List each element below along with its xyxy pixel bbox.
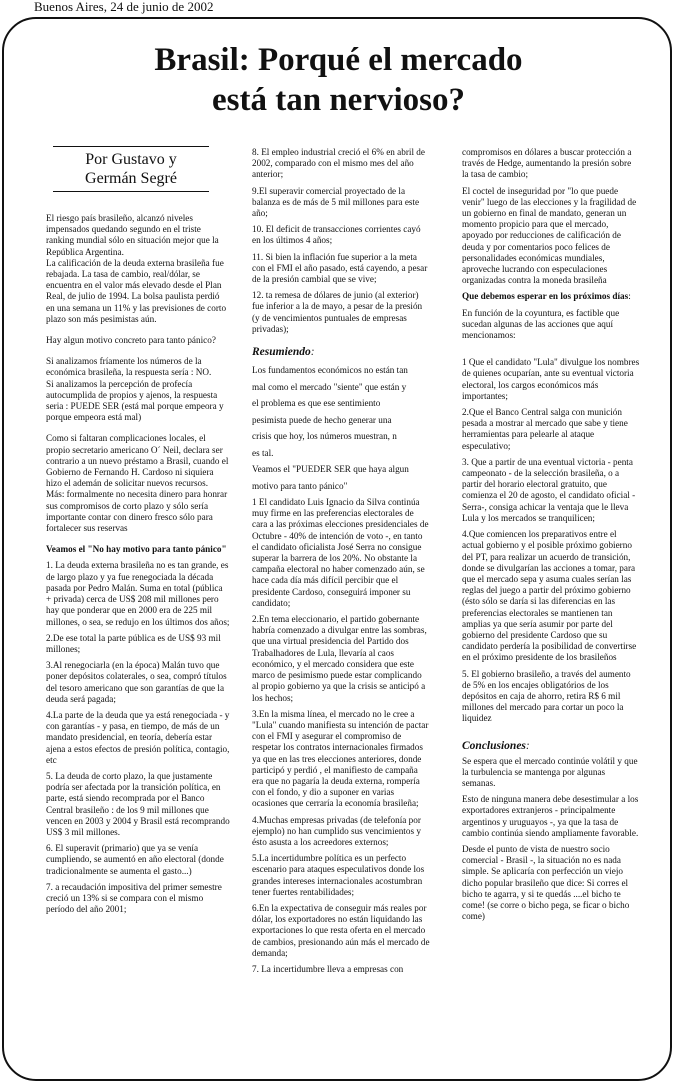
list-item: 7. a recaudación impositiva del primer semestre creció un 13% si se compara con el mismo período del año 2001; <box>46 881 222 915</box>
paragraph: Esto de ninguna manera debe desestimular a los exportadores extranjeros - principalmente argentinos y uruguayos -, ya que la tasa de cambio continúa siendo ampliamente favorable. <box>462 794 639 838</box>
list-item: 9.El superavir comercial proyectado de la balanza es de más de 5 mil millones para este año; <box>252 185 420 219</box>
summary-line: Veamos el "PUEDER SER que haya algun <box>252 464 409 475</box>
paragraph: En función de la coyuntura, es factible que sucedan algunas de las acciones que aquí mencionamos: <box>462 307 620 341</box>
paragraph: La calificación de la deuda externa brasileña fue rebajada. La tasa de cambio, real/dólar, se encuentra en el valor más elevado desde el Plan Real, de julio de 1994. La bolsa paulista perdió en una semana un 11% y las previsiones de corto plazo son más pesimistas aún. <box>46 257 227 324</box>
section-heading-text: Resumiendo <box>252 346 311 359</box>
summary-line: crisis que hoy, los números muestran, n <box>252 431 397 442</box>
list-item: 5. La deuda de corto plazo, la que justamente podría ser afectada por la transición política, en parte, está siendo recomprada por el Banco Central brasileño : de los 9 mil millones que vencen en 2003 y 2004 y Brasil está recomprando US$ 3 mil millones. <box>46 770 230 837</box>
list-item: 2.De ese total la parte pública es de US$ 93 mil millones; <box>46 632 221 654</box>
section-heading: Veamos el "No hay motivo para tanto pánico" <box>46 544 227 555</box>
dateline: Buenos Aires, 24 de junio de 2002 <box>34 0 214 14</box>
list-item: 1 Que el candidato "Lula" divulgue los nombres de quienes ocuparían, ante su eventual victoria electoral, los cargos económicos más importantes; <box>462 357 640 401</box>
paragraph: Más: formalmente no necesita dinero para honrar sus compromisos de corto plazo y sólo sería importante contar con dinero fresco sólo para fortalecer sus reservas <box>46 489 228 534</box>
list-item: 5. El gobierno brasileño, a través del aumento de 5% en los encajes obligatórios de los depósitos en caja de ahorro, retira R$ 6 mil millones del mercado para cortar un poco la liquidez <box>462 668 631 724</box>
paragraph: compromisos en dólares a buscar protección a través de Hedge, aumentando la presión sobre la tasa de cambio; <box>462 147 632 180</box>
paragraph: Como si faltaran complicaciones locales, el propio secretario americano O´ Neil, declara ser contrario a un nuevo préstamo a Brasil, cuando el Gobierno de Fernando H. Cardoso ni siquiera hizo el ademán de solicitar nuevos recursos. <box>46 433 229 489</box>
list-item: 3.En la misma línea, el mercado no le cree a "Lula" cuando manifiesta su intención de pactar con el FMI y asegurar el compromiso de respetar los contratos internacionales firmados ya que en las tres elecciones anteriores, donde participó y perdió , el manifiesto de campaña era que no pagaría la deuda externa, rompería con el fondo, y dio a suponer en varias ocasiones que cerraría la economía brasileña; <box>252 708 429 809</box>
paragraph: Se espera que el mercado continúe volátil y que la turbulencia se mantenga por algunas semanas. <box>462 755 638 788</box>
list-item: 12. ta remesa de dólares de junio (al exterior) fue inferior a la de mayo, a pesar de la presión (y de vencimientos puntuales de empresas privadas); <box>252 290 423 334</box>
list-item: 3.Al renegociarla (en la época) Malán tuvo que poner depósitos colaterales, o sea, compró títulos del tesoro americano que son garantías de que la deuda será pagada; <box>46 660 227 704</box>
column-2 <box>252 147 430 980</box>
summary-line: el problema es que ese sentimiento <box>252 398 381 409</box>
summary-line: motivo para tanto pánico" <box>252 480 348 491</box>
byline <box>53 146 209 192</box>
list-item: 11. Si bien la inflación fue superior a la meta con el FMI el año pasado, está cayendo, a pesar de la presión cambial que se vive; <box>252 251 428 285</box>
column-1 <box>46 213 230 920</box>
list-item: 4.La parte de la deuda que ya está renegociada - y con garantías - y pasa, en tiempo, de más de un mandato presidencial, en teoría, debería estar ajena a estos efectos de presión política, contagio, etc <box>46 709 230 765</box>
section-heading-text: Conclusiones <box>462 739 526 752</box>
list-item: 6.En la expectativa de conseguir más reales por dólar, los exportadores no están liquidando las exportaciones lo que resta oferta en el mercado de cambios, presionando aún más el mercado de demanda; <box>252 902 430 958</box>
list-item: 8. El empleo industrial creció el 6% en abril de 2002, comparado con el mismo mes del año anterior; <box>252 147 425 180</box>
section-heading-text: Que debemos esperar en los próximos días <box>462 291 629 302</box>
summary-line: pesimista puede de hecho generar una <box>252 414 392 425</box>
summary-line: es tal. <box>252 447 274 458</box>
list-item: 2.En tema eleccionario, el partido gobernante habría comenzado a divulgar entre las sombras, que una virtual presidencia del Partido dos Trabalhadores de Lula, llevaría al caos económico, y el mercado considera que este marco de pesimismo puede estar complicando al propio gobierno ya que la crisis se anticipó a los hechos; <box>252 614 427 703</box>
headline-line-2: está tan nervioso? <box>212 82 465 118</box>
column-3 <box>462 147 640 927</box>
section-heading <box>462 291 640 302</box>
list-item: 4.Que comiencen los preparativos entre el actual gobierno y el posible próximo gobierno del PT, para realizar un acuerdo de transición, donde se divulgarían las acciones a tomar, para que el mercado sepa y asuma cuales serían las reglas del juego a partir del próximo gobierno (ésto sólo se daría si las diferencias en las preferencias electorales se mantienen tan amplias ya que sería asumir por parte del gobierno del presidente Cardoso que su candidato perdería la posibilidad de convertirse en el próximo presidente de los brasileños <box>462 529 637 663</box>
paragraph: Si analizamos la percepción de profecía autocumplida de propios y ajenos, la respuesta seria : PUEDE SER (está mal porque empeora y porque empeora está mal) <box>46 378 224 423</box>
section-heading-colon: : <box>628 291 631 302</box>
list-item: 1. La deuda externa brasileña no es tan grande, es de largo plazo y ya fue renegociada la década pasada por Pedro Malán. Suma en total (pública + privada) cerca de US$ 208 mil millones pero hay que ponderar que en 2000 era de 225 mil millones, o sea, se redujo en los últimos dos años; <box>46 560 230 627</box>
byline-line-2: Germán Segré <box>85 170 177 187</box>
list-item: 6. El superavit (primario) que ya se venía cumpliendo, se aumentó en año electoral (donde tradicionalmente se aumenta el gasto...) <box>46 843 224 876</box>
section-heading: Conclusiones: <box>462 739 530 752</box>
paragraph: Desde el punto de vista de nuestro socio comercial - Brasil -, la situación no es nada simple. Se aplicaría con perfección un viejo dicho popular brasileño que dice: Si corres el bicho te agarra, y si te quedás ....el bicho te come! (se corre o bicho pega, se ficar o bicho come) <box>462 843 630 922</box>
list-item: 3. Que a partir de una eventual victoria - penta campeonato - de la selección brasileña, o a partir del horario electoral gratuito, que comienza el 20 de agosto, el candidato oficial - Serra-, consiga achicar la ventaja que le lleva Lula y los mercados se tranquilicen; <box>462 456 636 523</box>
list-item: 7. La incertidumbre lleva a empresas con <box>252 963 404 974</box>
intro-paragraph: El riesgo país brasileño, alcanzó niveles impensados quedando segundo en el triste ranking mundial sólo en situación mejor que la República Argentina. <box>46 213 219 257</box>
list-item: 10. El deficit de transacciones corrientes cayó en los últimos 4 años; <box>252 224 421 246</box>
paragraph: El coctel de inseguridad por "lo que puede venir" luego de las elecciones y la fragilidad de un gobierno en final de mandato, generan un momento propicio para que el mercado, apoyado por reducciones de calificación de deuda y por comentarios poco felices de personalidades económicas mundiales, aproveche lucrando con especulaciones organizadas contra la moneda brasileña <box>462 185 637 286</box>
headline-line-1: Brasil: Porqué el mercado <box>154 42 523 78</box>
list-item: 1 El candidato Luis Ignacio da Silva continúa muy firme en las preferencias electorales de cara a las próximas elecciones presidenciales de Octubre - 40% de intención de voto -, en tanto el candidato oficialista José Serra no consigue superar la barrera de los 20%. No obstante la campaña electoral no haber comenzado aún, se hace cada día más difícil percibir que el presidente Cardoso, conseguirá imponer su candidato; <box>252 497 429 608</box>
byline-line-1: Por Gustavo y <box>85 151 177 168</box>
list-item: 5.La incertidumbre política es un perfecto escenario para ataques especulativos donde los grandes intereses internacionales acostumbran tener fuertes rentabilidades; <box>252 853 425 897</box>
list-item: 4.Muchas empresas privadas (de telefonía por ejemplo) no han cumplido sus vencimientos y ésto asusta a los acreedores externos; <box>252 814 421 847</box>
section-heading: Resumiendo: <box>252 346 315 359</box>
list-item: 2.Que el Banco Central salga con munición pesada a mostrar al mercado que sabe y tiene herramientas para pelearle al ataque especulativo; <box>462 407 628 451</box>
paragraph: Hay algun motivo concreto para tanto pánico? <box>46 335 216 346</box>
summary-line: mal como el mercado "siente" que están y <box>252 381 407 392</box>
paragraph: Si analizamos fríamente los números de la económica brasileña, la respuesta sería : NO. <box>46 356 212 378</box>
summary-line: Los fundamentos económicos no están tan <box>252 365 408 376</box>
